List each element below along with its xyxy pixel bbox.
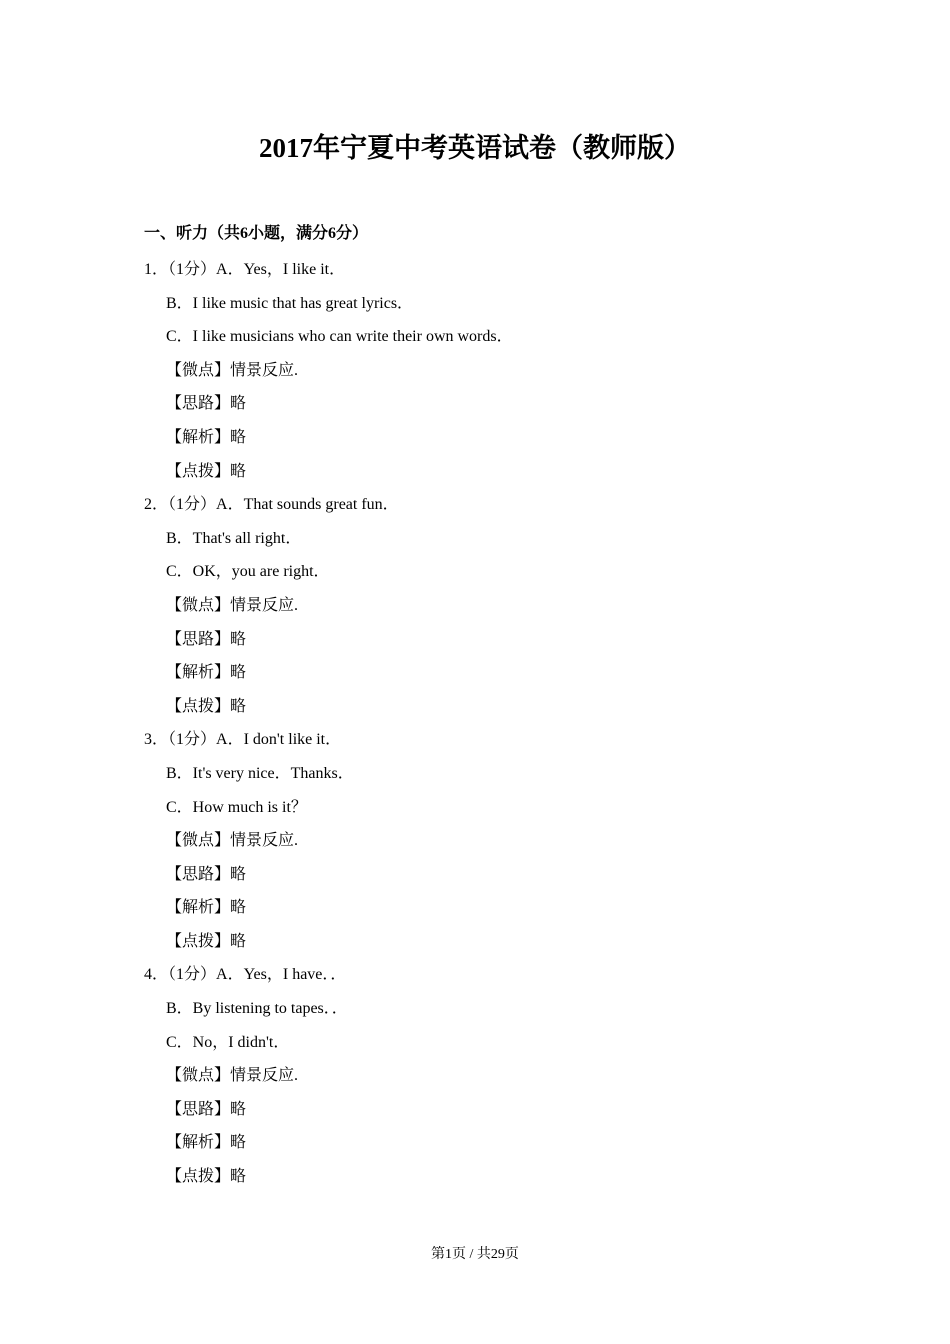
silu-note: 【思路】略 — [166, 395, 247, 413]
question-list — [144, 257, 844, 1198]
silu-note: 【思路】略 — [166, 630, 247, 648]
question-1 — [144, 257, 844, 492]
question-score: （1分） — [168, 966, 217, 984]
option-b: B．That's all right． — [166, 529, 302, 547]
option-b: B．I like music that has great lyrics． — [166, 294, 414, 312]
question-number: 4． — [144, 966, 169, 984]
dianbo-note: 【点拨】略 — [166, 462, 247, 480]
question-4 — [144, 962, 844, 1197]
kaodian-note: 【微点】情景反应. — [166, 361, 299, 379]
jiexi-note: 【解析】略 — [166, 428, 247, 446]
page-footer: 第1页 / 共29页 — [431, 1247, 519, 1262]
question-number: 1． — [144, 261, 169, 278]
question-stem — [144, 492, 844, 526]
question-number: 3． — [144, 731, 169, 749]
section-heading: 一、听力（共6小题，满分6分） — [144, 225, 369, 242]
kaodian-note: 【微点】情景反应. — [166, 1067, 299, 1085]
dianbo-note: 【点拨】略 — [166, 932, 247, 950]
jiexi-note: 【解析】略 — [166, 1134, 247, 1152]
question-2 — [144, 492, 844, 727]
question-score: （1分） — [168, 496, 217, 514]
silu-note: 【思路】略 — [166, 865, 247, 883]
jiexi-note: 【解析】略 — [166, 899, 247, 917]
silu-note: 【思路】略 — [166, 1100, 247, 1118]
question-score: （1分） — [168, 731, 217, 749]
option-c: C．OK，you are right． — [166, 563, 330, 581]
option-c: C．How much is it？ — [166, 798, 307, 816]
option-a: A．Yes，I like it． — [216, 261, 346, 278]
option-a: A．Yes，I have．． — [216, 966, 347, 984]
option-a: A．That sounds great fun． — [216, 496, 399, 514]
question-3 — [144, 727, 844, 962]
dianbo-note: 【点拨】略 — [166, 1168, 247, 1186]
question-number: 2． — [144, 496, 169, 514]
option-a: A．I don't like it． — [216, 731, 342, 749]
option-b: B．It's very nice．Thanks． — [166, 764, 354, 782]
option-b: B．By listening to tapes．． — [166, 1000, 348, 1018]
question-stem — [144, 257, 844, 291]
kaodian-note: 【微点】情景反应. — [166, 596, 299, 614]
kaodian-note: 【微点】情景反应. — [166, 832, 299, 850]
question-score: （1分） — [168, 261, 217, 278]
dianbo-note: 【点拨】略 — [166, 697, 247, 715]
option-c: C．No，I didn't． — [166, 1033, 290, 1051]
option-c: C．I like musicians who can write their own words． — [166, 328, 513, 346]
page-title: 2017年宁夏中考英语试卷（教师版） — [259, 133, 691, 163]
question-stem — [144, 727, 844, 761]
question-stem — [144, 962, 844, 996]
jiexi-note: 【解析】略 — [166, 664, 247, 682]
